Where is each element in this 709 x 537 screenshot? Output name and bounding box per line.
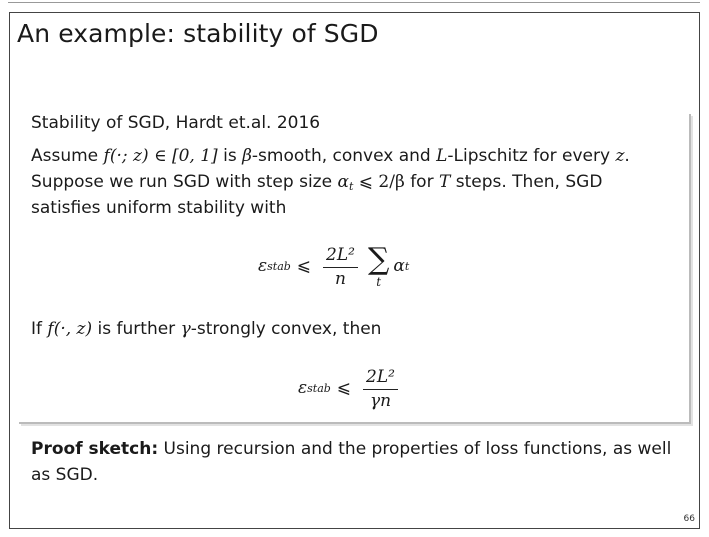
page-number: 66 <box>683 514 695 524</box>
eq1-numerator: 2L² <box>323 243 358 268</box>
equation-convex <box>258 226 409 306</box>
eq2-lhs: ε <box>298 378 308 398</box>
text: Suppose we run SGD with step size <box>31 172 338 192</box>
math-alpha-sub: t <box>348 180 354 193</box>
sum-index: t <box>376 275 382 289</box>
eq2-lhs-sub: stab <box>307 381 331 395</box>
text: -smooth, convex and <box>251 146 437 166</box>
top-rule <box>8 2 700 3</box>
eq1-relation: ⩽ <box>296 256 312 276</box>
sum-symbol: ∑ <box>367 242 390 277</box>
text: If <box>31 319 48 339</box>
eq2-fraction <box>363 365 398 412</box>
text: -Lipschitz for every <box>447 146 616 166</box>
math-z: z <box>615 146 625 166</box>
proof-text: Using recursion and the properties of loss functions, as well as SGD. <box>31 439 672 485</box>
math-gamma: γ <box>180 319 191 339</box>
eq1-lhs: ε <box>258 256 268 276</box>
theorem-heading: Stability of SGD, Hardt et.al. 2016 <box>31 113 321 133</box>
proof-sketch <box>31 436 683 488</box>
slide-title: An example: stability of SGD <box>17 19 379 48</box>
eq1-fraction <box>323 243 358 290</box>
eq1-denominator: n <box>335 268 346 289</box>
math-f-strong: f(·, z) <box>47 319 93 339</box>
eq2-relation: ⩽ <box>336 378 352 398</box>
math-step-bound: ⩽ 2/β <box>353 172 405 192</box>
eq2-numerator: 2L² <box>363 365 398 390</box>
eq2-denominator: γn <box>369 390 392 411</box>
math-T: T <box>438 172 451 192</box>
eq1-term-sub: t <box>404 259 410 273</box>
text: for <box>404 172 439 192</box>
math-f: f(·; z) ∈ [0, 1] <box>103 146 218 166</box>
eq1-lhs-sub: stab <box>267 259 291 273</box>
text: Assume <box>31 146 104 166</box>
eq1-term: α <box>393 256 405 276</box>
text: . <box>624 146 630 166</box>
math-beta: β <box>242 146 252 166</box>
text: -strongly convex, then <box>190 319 382 339</box>
text: steps. Then, SGD <box>450 172 603 192</box>
theorem-line-2 <box>31 172 602 193</box>
equation-strongly-convex <box>298 358 404 418</box>
math-L: L <box>436 146 448 166</box>
theorem-line-4 <box>31 319 381 339</box>
eq1-sum <box>368 244 389 288</box>
text: is further <box>92 319 181 339</box>
math-alpha: α <box>337 172 349 192</box>
theorem-line-3: satisfies uniform stability with <box>31 198 287 218</box>
proof-label: Proof sketch: <box>31 439 159 459</box>
theorem-line-1 <box>31 146 630 166</box>
text: is <box>217 146 243 166</box>
